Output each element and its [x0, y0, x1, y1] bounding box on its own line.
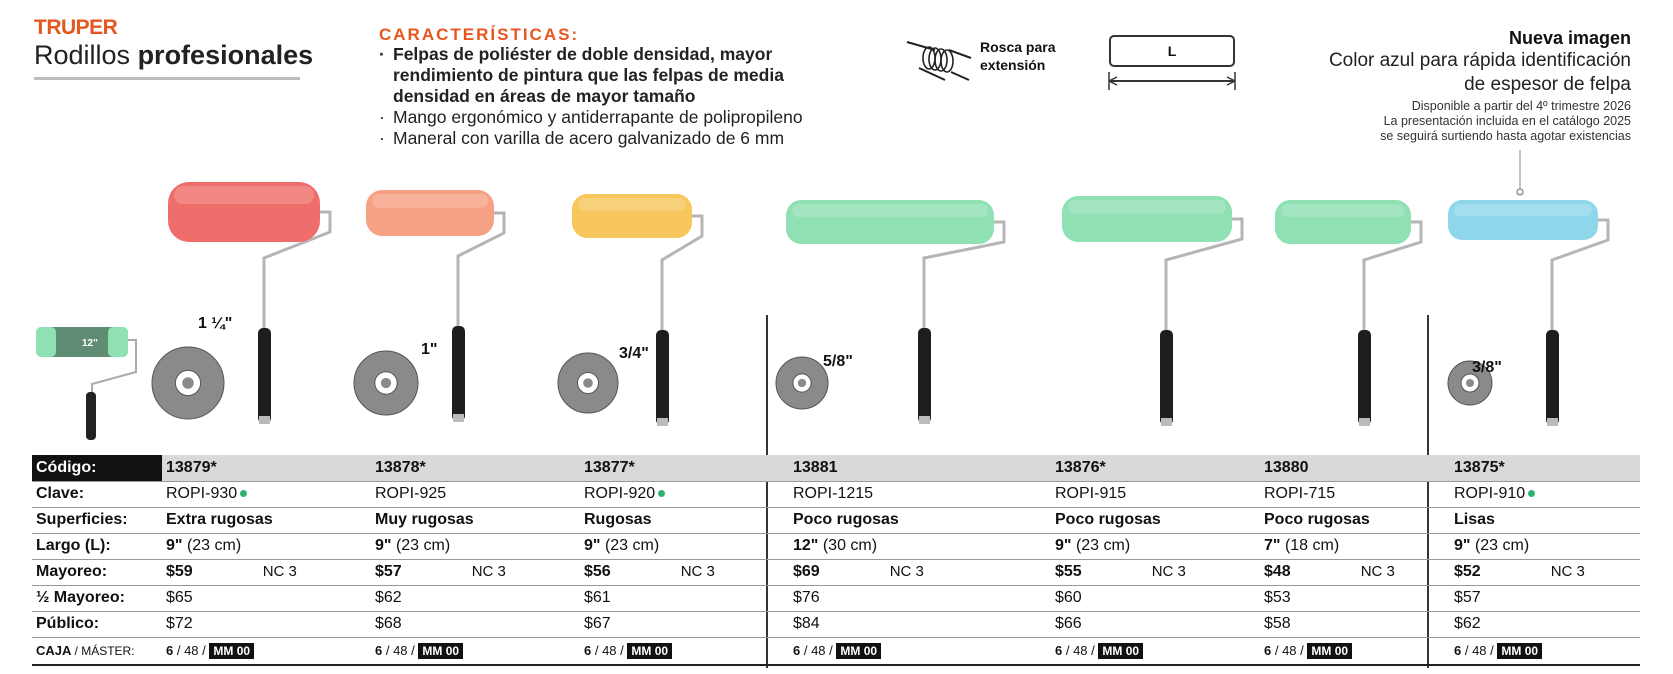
caja-cell: 6 / 48 / MM 00	[1260, 637, 1450, 665]
medio-cell: $61	[580, 585, 789, 611]
features-heading: CARACTERÍSTICAS:	[379, 25, 580, 44]
nc-badge: NC 3	[262, 563, 297, 580]
handle-ferrule	[919, 416, 930, 424]
publico-cell: $66	[1051, 611, 1260, 637]
largo-cm: (23 cm)	[604, 537, 660, 554]
new-image-heading: Nueva imagen	[1508, 28, 1631, 48]
caja-cell: 6 / 48 / MM 00	[580, 637, 789, 665]
codigo-cell: 13879*	[162, 455, 371, 481]
mayoreo-price: $52	[1454, 563, 1481, 580]
title-bold: profesionales	[137, 40, 314, 70]
master-qty: 48	[1282, 643, 1297, 659]
caja-cell: 6 / 48 / MM 00	[371, 637, 580, 665]
specs-table	[32, 455, 1640, 666]
brand-logo: TRUPER	[34, 16, 118, 39]
clave-cell	[1260, 481, 1450, 507]
nc-badge: NC 3	[1550, 563, 1585, 580]
new-image-note3: se seguirá surtiendo hasta agotar existencias	[1380, 129, 1631, 143]
publico-cell: $84	[789, 611, 1051, 637]
nap-thickness-label: 3/4"	[619, 345, 649, 362]
mm-badge: MM 00	[418, 643, 463, 659]
nap-thickness-label: 3/8"	[1472, 359, 1502, 376]
row-label-medio: ½ Mayoreo:	[32, 585, 162, 611]
roller-handle	[918, 328, 931, 423]
caja-cell: 6 / 48 / MM 00	[789, 637, 1051, 665]
publico-cell: $58	[1260, 611, 1450, 637]
clave-cell	[371, 481, 580, 507]
master-qty: 48	[393, 643, 408, 659]
largo-cell	[1450, 533, 1640, 559]
clave-cell	[162, 481, 371, 507]
caja-cell: 6 / 48 / MM 00	[162, 637, 371, 665]
status-dot-icon	[240, 490, 247, 497]
mm-badge: MM 00	[209, 643, 254, 659]
mm-badge: MM 00	[836, 643, 881, 659]
nap-thickness-label: 5/8"	[823, 353, 853, 370]
roller-handle	[258, 328, 271, 423]
medio-cell: $65	[162, 585, 371, 611]
feature-item: · Felpas de poliéster de doble densidad, mayor rendimiento de pintura que las felpas de media densidad en áreas de mayor tamaño	[379, 44, 839, 107]
mayoreo-cell	[789, 559, 1051, 585]
codigo-cell: 13878*	[371, 455, 580, 481]
roller-handle	[452, 326, 465, 421]
clave-value: ROPI-910	[1454, 485, 1526, 502]
nap-core-center	[583, 378, 593, 388]
superficie-cell: Extra rugosas	[162, 507, 371, 533]
largo-inches: 9"	[1055, 537, 1072, 554]
roller-handle	[1358, 330, 1371, 425]
mayoreo-cell	[1450, 559, 1640, 585]
mayoreo-cell	[162, 559, 371, 585]
medio-cell: $60	[1051, 585, 1260, 611]
row-label-largo: Largo (L):	[32, 533, 162, 559]
feature-item: · Maneral con varilla de acero galvanizado de 6 mm	[379, 128, 839, 149]
publico-cell: $68	[371, 611, 580, 637]
largo-inches: 7"	[1264, 537, 1281, 554]
caja-qty: 6	[166, 643, 174, 659]
caja-cell: 6 / 48 / MM 00	[1051, 637, 1260, 665]
clave-value: ROPI-1215	[793, 485, 874, 502]
table-row-publico	[32, 611, 1640, 637]
roller-highlight	[578, 198, 686, 211]
publico-cell: $67	[580, 611, 789, 637]
length-diagram: L	[1109, 35, 1235, 67]
handle-ferrule	[1161, 418, 1172, 426]
new-image-desc1: Color azul para rápida identificación	[1328, 50, 1631, 71]
mayoreo-price: $48	[1264, 563, 1291, 580]
handle-ferrule	[259, 416, 270, 424]
master-qty: 48	[184, 643, 199, 659]
superficie-cell: Poco rugosas	[1051, 507, 1260, 533]
largo-inches: 9"	[375, 537, 392, 554]
new-image-note2: La presentación incluida en el catálogo 2025	[1383, 114, 1631, 128]
clave-value: ROPI-930	[166, 485, 238, 502]
clave-cell	[1450, 481, 1640, 507]
table-row-caja	[32, 637, 1640, 665]
publico-cell: $72	[162, 611, 371, 637]
caja-qty: 6	[375, 643, 383, 659]
medio-cell: $57	[1450, 585, 1640, 611]
clave-cell	[580, 481, 789, 507]
master-qty: 48	[602, 643, 617, 659]
largo-cm: (23 cm)	[395, 537, 451, 554]
medio-cell: $76	[789, 585, 1051, 611]
mm-badge: MM 00	[1098, 643, 1143, 659]
table-row-clave	[32, 481, 1640, 507]
largo-cm: (18 cm)	[1284, 537, 1340, 554]
largo-cell	[580, 533, 789, 559]
largo-inches: 9"	[1454, 537, 1471, 554]
superficie-cell: Rugosas	[580, 507, 789, 533]
roller-handle	[1160, 330, 1173, 425]
master-qty: 48	[811, 643, 826, 659]
largo-cell	[789, 533, 1051, 559]
mayoreo-price: $56	[584, 563, 611, 580]
nc-badge: NC 3	[889, 563, 924, 580]
nc-badge: NC 3	[471, 563, 506, 580]
largo-cell	[371, 533, 580, 559]
clave-cell	[1051, 481, 1260, 507]
roller-highlight	[1281, 204, 1405, 217]
master-label: MÁSTER:	[81, 644, 135, 659]
master-qty: 48	[1073, 643, 1088, 659]
mayoreo-price: $57	[375, 563, 402, 580]
clave-value: ROPI-715	[1264, 485, 1336, 502]
largo-inches: 9"	[584, 537, 601, 554]
largo-cm: (23 cm)	[186, 537, 242, 554]
largo-cm: (23 cm)	[1075, 537, 1131, 554]
nap-thickness-label: 1"	[421, 341, 438, 358]
nap-core-center	[798, 379, 806, 387]
nap-core-center	[182, 377, 194, 389]
mayoreo-price: $55	[1055, 563, 1082, 580]
handle-ferrule	[1359, 418, 1370, 426]
caja-qty: 6	[1454, 643, 1462, 659]
codigo-cell: 13875*	[1450, 455, 1640, 481]
mayoreo-cell	[1051, 559, 1260, 585]
status-dot-icon	[1528, 490, 1535, 497]
largo-inches: 12"	[793, 537, 819, 554]
mm-badge: MM 00	[1307, 643, 1352, 659]
mayoreo-cell	[371, 559, 580, 585]
superficie-cell: Muy rugosas	[371, 507, 580, 533]
master-qty: 48	[1472, 643, 1487, 659]
package-size-label: 12"	[82, 338, 98, 349]
caja-qty: 6	[1264, 643, 1272, 659]
roller-highlight	[1068, 200, 1226, 214]
table-row-superficies	[32, 507, 1640, 533]
caja-qty: 6	[793, 643, 801, 659]
roller-highlight	[1454, 204, 1592, 216]
table-row-mayoreo	[32, 559, 1640, 585]
table-row-codigo	[32, 455, 1640, 481]
packaged-roller-image	[36, 327, 136, 440]
caja-label: CAJA	[36, 643, 71, 659]
row-label-codigo: Código:	[32, 455, 162, 481]
mayoreo-price: $59	[166, 563, 193, 580]
mayoreo-cell	[1260, 559, 1450, 585]
row-label-superficies: Superficies:	[32, 507, 162, 533]
clave-value: ROPI-925	[375, 485, 447, 502]
roller-highlight	[792, 204, 988, 217]
mm-badge: MM 00	[627, 643, 672, 659]
row-label-mayoreo: Mayoreo:	[32, 559, 162, 585]
roller-handle	[656, 330, 669, 425]
thread-label-line1: Rosca para	[980, 39, 1056, 55]
medio-cell: $53	[1260, 585, 1450, 611]
roller-highlight	[174, 186, 314, 204]
handle-ferrule	[657, 418, 668, 426]
publico-cell: $62	[1450, 611, 1640, 637]
handle-ferrule	[453, 414, 464, 422]
nap-core-center	[381, 378, 391, 388]
thread-label-line2: extensión	[980, 57, 1046, 73]
largo-cell	[1260, 533, 1450, 559]
roller-handle	[1546, 330, 1559, 425]
largo-cell	[162, 533, 371, 559]
nap-thickness-label: 1 ¼"	[198, 315, 233, 332]
handle-ferrule	[1547, 418, 1558, 426]
medio-cell: $62	[371, 585, 580, 611]
table-row-medio-mayoreo	[32, 585, 1640, 611]
table-row-largo	[32, 533, 1640, 559]
row-label-clave: Clave:	[32, 481, 162, 507]
nap-core-center	[1466, 379, 1474, 387]
mayoreo-cell	[580, 559, 789, 585]
clave-value: ROPI-915	[1055, 485, 1127, 502]
clave-cell	[789, 481, 1051, 507]
roller-highlight	[372, 194, 488, 208]
row-label-publico: Público:	[32, 611, 162, 637]
new-image-desc2: de espesor de felpa	[1464, 74, 1631, 95]
nc-badge: NC 3	[1151, 563, 1186, 580]
nc-badge: NC 3	[1360, 563, 1395, 580]
title-normal: Rodillos	[34, 40, 131, 70]
clave-value: ROPI-920	[584, 485, 656, 502]
caja-cell: 6 / 48 / MM 00	[1450, 637, 1640, 665]
row-label-caja: CAJA / MÁSTER:	[32, 637, 162, 665]
largo-cm: (30 cm)	[822, 537, 878, 554]
mm-badge: MM 00	[1497, 643, 1542, 659]
nc-badge: NC 3	[680, 563, 715, 580]
caja-qty: 6	[1055, 643, 1063, 659]
superficie-cell: Poco rugosas	[1260, 507, 1450, 533]
largo-inches: 9"	[166, 537, 183, 554]
codigo-cell: 13876*	[1051, 455, 1260, 481]
codigo-cell: 13881	[789, 455, 1051, 481]
codigo-cell: 13880	[1260, 455, 1450, 481]
codigo-cell: 13877*	[580, 455, 789, 481]
feature-item: · Mango ergonómico y antiderrapante de polipropileno	[379, 107, 839, 128]
new-image-note1: Disponible a partir del 4º trimestre 2026	[1411, 99, 1631, 113]
superficie-cell: Lisas	[1450, 507, 1640, 533]
mayoreo-price: $69	[793, 563, 820, 580]
largo-cell	[1051, 533, 1260, 559]
status-dot-icon	[658, 490, 665, 497]
largo-cm: (23 cm)	[1474, 537, 1530, 554]
superficie-cell: Poco rugosas	[789, 507, 1051, 533]
caja-qty: 6	[584, 643, 592, 659]
